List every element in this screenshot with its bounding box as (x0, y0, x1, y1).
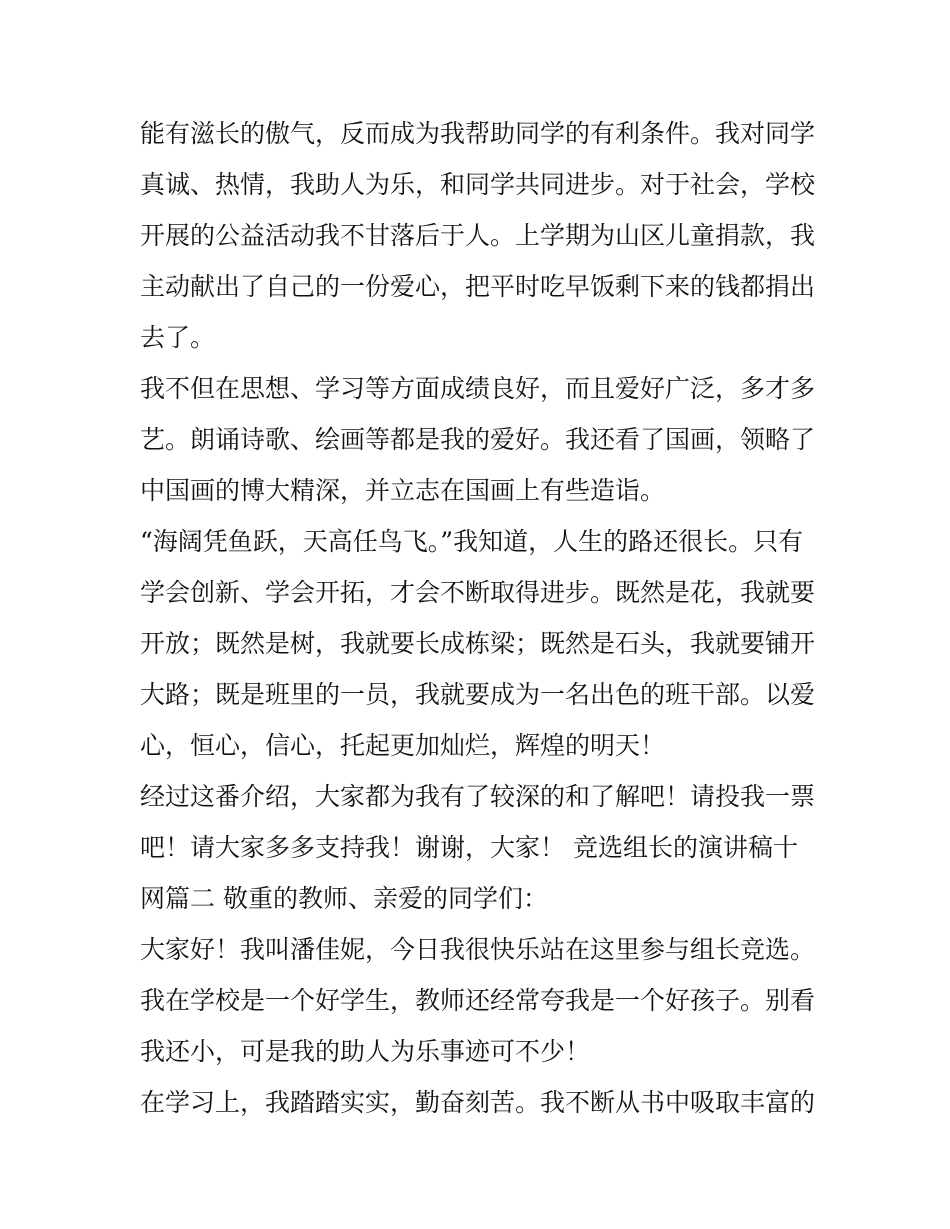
text-line: 网篇二 敬重的教师、亲爱的同学们： (140, 884, 548, 913)
body-text (140, 108, 820, 1128)
text-line: 中国画的博大精深，并立志在国画上有些造诣。 (140, 476, 666, 505)
text-line: 大家好！我叫潘佳妮，今日我很快乐站在这里参与组长竞选。 (140, 935, 816, 964)
text-line: 在学习上，我踏踏实实，勤奋刻苦。我不断从书中吸取丰富的 (140, 1088, 816, 1117)
text-line: 我不但在思想、学习等方面成绩良好，而且爱好广泛，多才多 (140, 374, 816, 403)
text-line: 我还小，可是我的助人为乐事迹可不少！ (140, 1037, 591, 1066)
text-line: 吧！请大家多多支持我！谢谢，大家！ 竞选组长的演讲稿十 (140, 833, 798, 862)
text-line: 心，恒心，信心，托起更加灿烂，辉煌的明天！ (140, 731, 666, 760)
text-line: 主动献出了自己的一份爱心，把平时吃早饭剩下来的钱都捐出 (140, 272, 816, 301)
text-line: 开放；既然是树，我就要长成栋梁；既然是石头，我就要铺开 (140, 629, 816, 658)
text-line: “海阔凭鱼跃，天高任鸟飞。”我知道，人生的路还很长。只有 (140, 527, 804, 556)
text-line: 学会创新、学会开拓，才会不断取得进步。既然是花，我就要 (140, 578, 816, 607)
text-line: 去了。 (140, 323, 216, 352)
text-line: 真诚、热情，我助人为乐，和同学共同进步。对于社会，学校 (140, 170, 816, 199)
text-line: 我在学校是一个好学生，教师还经常夸我是一个好孩子。别看 (140, 986, 816, 1015)
text-line: 能有滋长的傲气，反而成为我帮助同学的有利条件。我对同学 (140, 119, 816, 148)
text-line: 经过这番介绍，大家都为我有了较深的和了解吧！请投我一票 (140, 782, 816, 811)
text-line: 大路；既是班里的一员，我就要成为一名出色的班干部。以爱 (140, 680, 816, 709)
text-line: 开展的公益活动我不甘落后于人。上学期为山区儿童捐款，我 (140, 221, 816, 250)
text-line: 艺。朗诵诗歌、绘画等都是我的爱好。我还看了国画，领略了 (140, 425, 816, 454)
